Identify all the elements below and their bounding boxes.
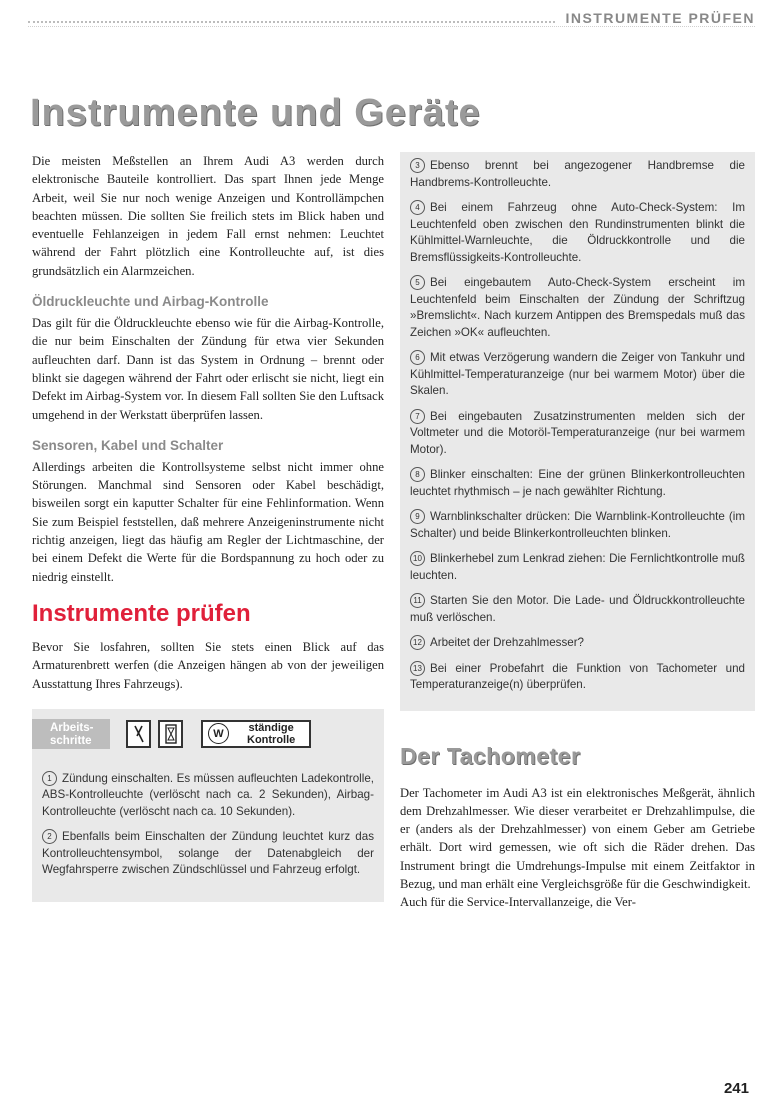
heading-instrumente-pruefen: Instrumente prüfen xyxy=(32,599,251,627)
step-number: 12 xyxy=(410,635,425,650)
step-number: 7 xyxy=(410,409,425,424)
staendige-kontrolle-text xyxy=(247,722,295,746)
step-9 xyxy=(410,509,745,542)
step-11 xyxy=(410,593,745,626)
work-steps-box xyxy=(32,709,384,902)
work-steps-toolbar xyxy=(32,709,384,759)
step-number: 4 xyxy=(410,200,425,215)
step-text: Blinkerhebel zum Lenkrad ziehen: Die Fernlichtkontrolle muß leuchten. xyxy=(410,552,745,582)
right-column xyxy=(400,152,755,912)
step-text: Zündung einschalten. Es müssen aufleuchten Ladekontrolle, ABS-Kontrolleuchte (verlöscht nach ca. 2 Sekunden), Airbag-Kontrolleuchte (verlöscht nach ca. 10 Sekunden). xyxy=(42,771,374,818)
step-number: 6 xyxy=(410,350,425,365)
time-tool-icon xyxy=(158,720,183,748)
step-number: 11 xyxy=(410,593,425,608)
step-number: 8 xyxy=(410,467,425,482)
step-number: 1 xyxy=(42,771,57,786)
step-number: 9 xyxy=(410,509,425,524)
screwdriver-tool-icon xyxy=(126,720,151,748)
step-number: 3 xyxy=(410,158,425,173)
step-10 xyxy=(410,551,745,584)
workshop-icon: W xyxy=(208,723,229,744)
heading-tachometer: Der Tachometer xyxy=(400,742,581,769)
tachometer-paragraph-continued: Auch für die Service-Intervallanzeige, die Ver- xyxy=(400,895,636,910)
step-6 xyxy=(410,350,745,400)
arbeitsschritte-label xyxy=(32,719,110,749)
step-text: Arbeitet der Drehzahlmesser? xyxy=(430,636,585,649)
step-text: Starten Sie den Motor. Die Lade- und Öldruckkontrolleuchte muß verlöschen. xyxy=(410,594,745,624)
screwdriver-icon xyxy=(131,724,147,744)
step-text: Bei eingebautem Auto-Check-System erscheint im Leuchtenfeld beim Einschalten der Zündung der Schriftzug »Bremslicht«. Nach kurzem Antippen des Bremspedals muß das Zeichen »OK« aufleuchten. xyxy=(410,276,745,339)
step-text: Warnblinkschalter drücken: Die Warnblink-Kontrolleuchte (im Schalter) und beide Blinkerkontrolleuchten blinken. xyxy=(410,510,745,540)
step-number: 5 xyxy=(410,275,425,290)
step-text: Bei eingebauten Zusatzinstrumenten melden sich der Voltmeter und die Motoröl-Temperaturanzeige (nur bei warmem Motor). xyxy=(410,409,745,456)
page-title: Instrumente und Geräte xyxy=(30,92,481,134)
step-text: Mit etwas Verzögerung wandern die Zeiger von Tankuhr und Kühlmittel-Temperaturanzeige (nur bei warmem Motor) über die Skalen. xyxy=(410,351,745,397)
sensoren-paragraph: Allerdings arbeiten die Kontrollsysteme selbst nicht immer ohne Störungen. Manchmal sind Sensoren oder Kabel beschädigt, bisweilen sorgt ein kaputter Schalter für eine Fehlinformation. Wenn Sie zum Beispiel feststellen, daß mehrere Anzeigeninstrumente nicht richtig anzeigen, liegt das häufig am Regler der Lichtmaschine, der bei einem Defekt die Werte für die Bordspannung zu hoch oder zu niedrig einstellt. xyxy=(32,459,384,584)
step-text: Blinker einschalten: Eine der grünen Blinkerkontrolleuchten leuchtet rhythmisch – je nach gewählter Richtung. xyxy=(410,468,745,498)
left-column xyxy=(32,152,384,902)
oeldruck-paragraph: Das gilt für die Öldruckleuchte ebenso wie für die Airbag-Kontrolle, die nur beim Einschalten der Zündung für etwa vier Sekunden aufleuchten darf. Dann ist das System in Ordnung – brennt oder blinkt sie dagegen während der Fahrt oder erlischt sie nicht, liegt ein Defekt im Airbag-System vor. In diesem Fall sollten Sie den Luftsack umgehend in der Werkstatt überprüfen lassen. xyxy=(32,316,384,422)
right-steps-box xyxy=(400,152,755,711)
step-number: 13 xyxy=(410,661,425,676)
header-rule-secondary xyxy=(28,26,755,27)
heading-sensoren: Sensoren, Kabel und Schalter xyxy=(32,437,224,453)
step-text: Ebenfalls beim Einschalten der Zündung leuchtet kurz das Kontrolleuchtensymbol, solange der Datenabgleich der Wegfahrsperre zwischen Zündschlüssel und Fahrzeug erfolgt. xyxy=(42,830,374,877)
step-5 xyxy=(410,275,745,341)
step-number: 10 xyxy=(410,551,425,566)
kontrolle-label: Kontrolle xyxy=(247,733,296,746)
step-text: Bei einer Probefahrt die Funktion von Tachometer und Temperaturanzeige(n) überprüfen. xyxy=(410,661,745,691)
step-number: 2 xyxy=(42,829,57,844)
step-text: Ebenso brennt bei angezogener Handbremse die Handbrems-Kontrolleuchte. xyxy=(410,159,745,189)
pruefen-paragraph: Bevor Sie losfahren, sollten Sie stets einen Blick auf das Armaturenbrett werfen (die Anzeigen hängen ab von der jeweiligen Ausstattung Ihres Fahrzeugs). xyxy=(32,639,384,691)
step-13 xyxy=(410,661,745,694)
arbeits-line-1: Arbeits- xyxy=(50,721,94,734)
step-4 xyxy=(410,200,745,266)
step-3 xyxy=(410,158,745,191)
step-2 xyxy=(42,829,374,879)
heading-oeldruck: Öldruckleuchte und Airbag-Kontrolle xyxy=(32,294,269,310)
running-header xyxy=(28,8,755,30)
step-8 xyxy=(410,467,745,500)
step-1 xyxy=(42,771,374,821)
hourglass-icon xyxy=(165,724,177,744)
intro-paragraph: Die meisten Meßstellen an Ihrem Audi A3 werden durch elektronische Bauteile kontrolliert. Das spart Ihnen jede Menge Arbeit, weil Sie nur noch wenige Anzeigen und Kontrollämpchen beachten müssen. Die sollten Sie freilich stets im Blick haben und eventuelle Fehlanzeigen in jedem Fall ernst nehmen: Leuchtet während der Fahrt plötzlich eine Kontrolleuchte auf, ist dies grundsätzlich ein Alarmzeichen. xyxy=(32,154,384,278)
step-7 xyxy=(410,409,745,459)
left-steps xyxy=(32,759,384,902)
page-number: 241 xyxy=(723,1080,749,1097)
step-12 xyxy=(410,635,745,652)
running-header-label: INSTRUMENTE PRÜFEN xyxy=(557,10,755,26)
tachometer-paragraph: Der Tachometer im Audi A3 ist ein elektronisches Meßgerät, ähnlich dem Drehzahlmesser. Wie dieser verarbeitet er Drehzahlimpulse, die er (anders als der Drehzahlmesser) von einem Geber am Getriebe erhält. Dort wird gemessen, wie oft sich die Räder drehen. Das Instrument bringt die Umdrehungs-Impulse mit einem Zeitfaktor in Bezug, und man erhält eine Vergleichsgröße für die Geschwindigkeit. xyxy=(400,785,755,891)
staendige-kontrolle-badge xyxy=(201,720,311,748)
arbeits-line-2: schritte xyxy=(50,734,92,747)
staendige-label: ständige xyxy=(248,721,294,734)
step-text: Bei einem Fahrzeug ohne Auto-Check-System: Im Leuchtenfeld oben zwischen den Rundinstrumenten blinkt die Kühlmittel-Warnleuchte, die Öldruckkontrolle und die Bremsflüssigkeits-Kontrolleuchte. xyxy=(410,201,745,264)
